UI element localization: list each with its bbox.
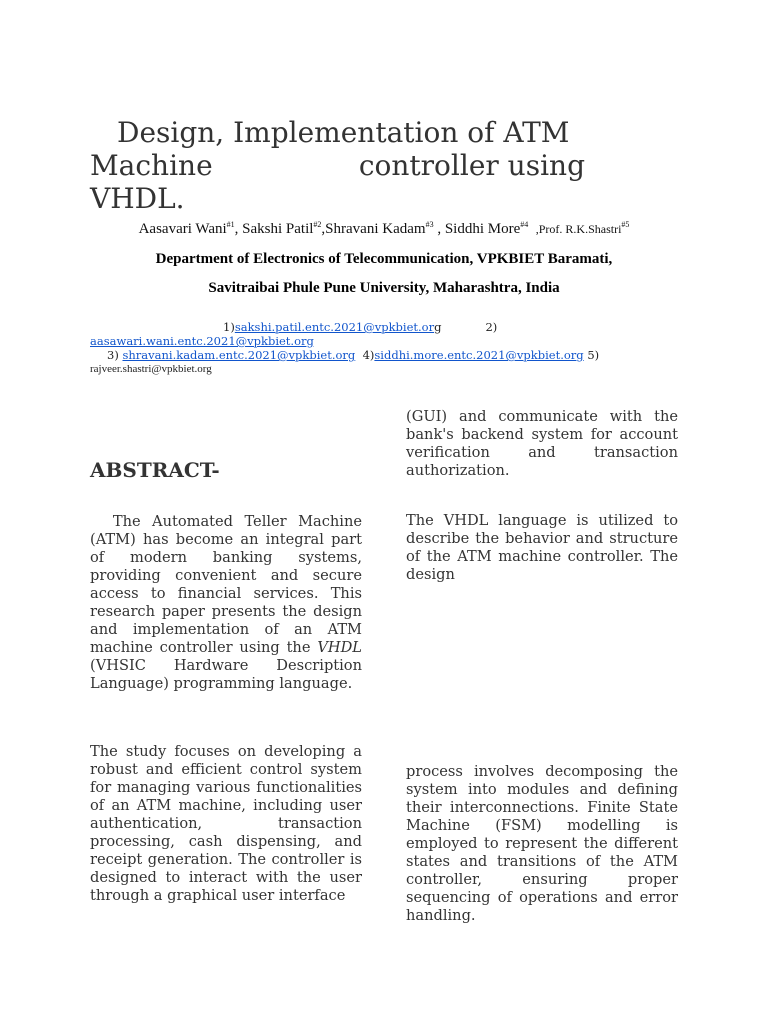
title-line-2-right: controller using bbox=[358, 149, 585, 182]
author-5-affil: #5 bbox=[621, 220, 630, 229]
email-3-link[interactable]: shravani.kadam.entc.2021@vpkbiet.org bbox=[122, 348, 356, 362]
abstract-paragraph-1 bbox=[90, 513, 362, 693]
email-3-number: 3) bbox=[107, 348, 119, 362]
abstract-paragraph-2: The study focuses on developing a robust and efficient control system for managing various functionalities of an ATM machine, including user authentication, transaction processing, cash dispensing, and receipt generation. The controller is designed to interact with the user through a graphical user interface bbox=[90, 743, 362, 904]
abstract-heading: ABSTRACT- bbox=[90, 458, 220, 482]
author-2-affil: #2 bbox=[313, 220, 322, 229]
email-list bbox=[90, 320, 680, 376]
abstract-paragraph-3: The VHDL language is utilized to describe the behavior and structure of the ATM machine controller. The design bbox=[406, 512, 678, 583]
author-1: Aasavari Wani bbox=[138, 221, 227, 237]
title-line-1: Design, Implementation of ATM bbox=[117, 116, 570, 149]
email-1-tail: g bbox=[434, 320, 442, 334]
email-5-number: 5) bbox=[587, 348, 600, 362]
title-line-3: VHDL. bbox=[90, 182, 185, 215]
email-5-text: rajveer.shastri@vpkbiet.org bbox=[90, 363, 212, 375]
abstract-paragraph-3-continued: process involves decomposing the system into modules and defining their interconnections. Finite State Machine (FSM) modelling is employed to represent the different states and transitions of the ATM controller, ensuring proper sequencing of operations and error handling. bbox=[406, 763, 678, 924]
author-1-affil: #1 bbox=[226, 220, 235, 229]
title-line-2-left: Machine bbox=[90, 149, 213, 182]
title-line-2 bbox=[90, 149, 585, 182]
email-1-link[interactable]: sakshi.patil.entc.2021@vpkbiet.or bbox=[234, 320, 435, 334]
abstract-p1-text: The Automated Teller Machine (ATM) has become an integral part of modern banking systems, providing convenient and secure access to financial services. This research paper presents the design and implementation of an ATM machine controller using the bbox=[90, 513, 362, 656]
email-1-number: 1) bbox=[223, 320, 235, 334]
author-3-affil: #3 bbox=[425, 220, 434, 229]
department-affiliation: Department of Electronics of Telecommunication, VPKBIET Baramati, bbox=[155, 251, 613, 267]
email-2-number: 2) bbox=[485, 320, 498, 334]
email-4-link[interactable]: siddhi.more.entc.2021@vpkbiet.org bbox=[374, 348, 584, 362]
email-2-link[interactable]: aasawari.wani.entc.2021@vpkbiet.org bbox=[90, 334, 314, 348]
abstract-paragraph-2-continued: (GUI) and communicate with the bank's backend system for account verification and transaction authorization. bbox=[406, 408, 678, 479]
university-affiliation: Savitraibai Phule Pune University, Maharashtra, India bbox=[208, 280, 560, 296]
author-3: ,Shravani Kadam bbox=[321, 221, 426, 237]
author-2: , Sakshi Patil bbox=[234, 221, 314, 237]
email-4-number: 4) bbox=[362, 348, 375, 362]
author-4: , Siddhi More bbox=[433, 221, 521, 237]
author-4-affil: #4 bbox=[520, 220, 529, 229]
paper-title bbox=[90, 116, 585, 215]
abstract-p1-rest: (VHSIC Hardware Description Language) programming language. bbox=[90, 657, 362, 692]
author-list bbox=[0, 220, 768, 238]
author-5: ,Prof. R.K.Shastri bbox=[535, 222, 622, 236]
abstract-p1-vhdl: VHDL bbox=[317, 639, 362, 656]
